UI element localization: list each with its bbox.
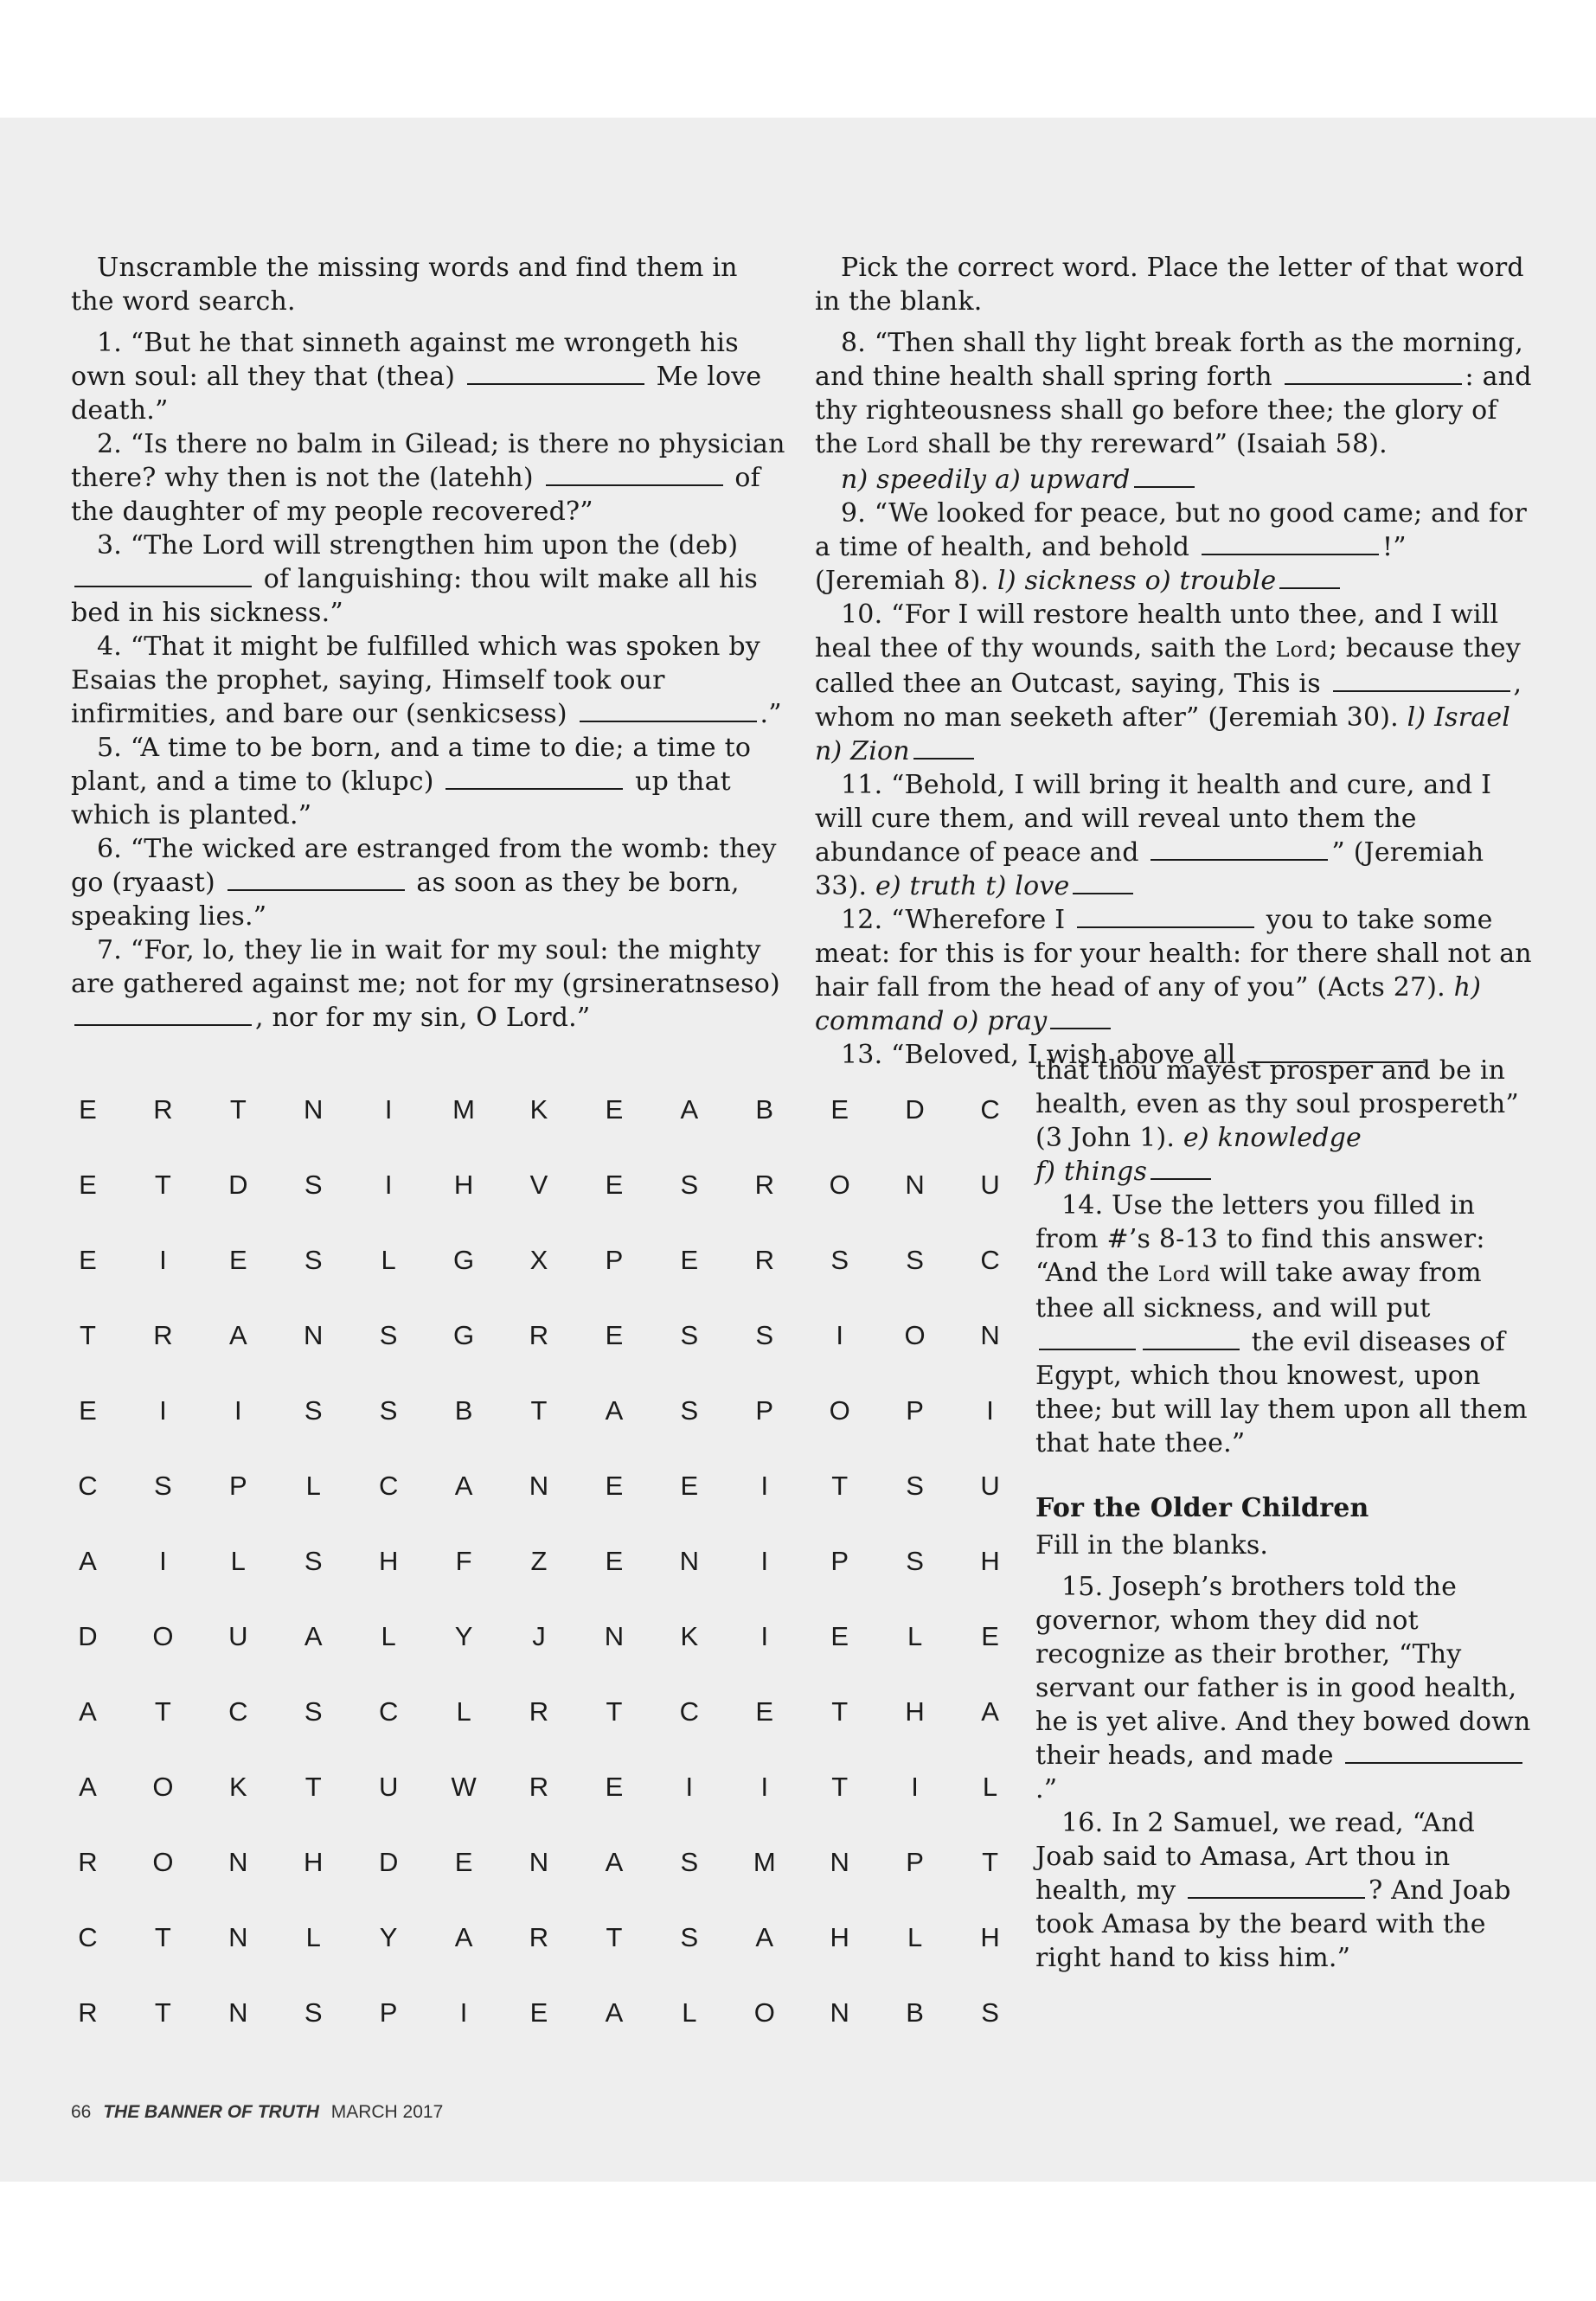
question-16: 16. In 2 Samuel, we read, “And Joab said to Amasa, Art thou in health, my ? And Joab took Amasa by the beard with the right hand to kiss him.” <box>1035 1808 1511 1973</box>
grid-letter[interactable]: N <box>529 1471 549 1502</box>
grid-letter[interactable]: N <box>980 1320 1000 1351</box>
grid-letter[interactable]: R <box>754 1170 774 1201</box>
grid-letter[interactable]: T <box>154 1695 171 1727</box>
grid-letter[interactable]: S <box>680 1170 699 1201</box>
grid-letter[interactable]: R <box>153 1094 173 1125</box>
question-5: 5. “A time to be born, and a time to die; a time to plant, and a time to (klupc) up that which is planted.” <box>71 733 752 830</box>
question-8: 8. “Then shall thy light break forth as the morning, and thine health shall spring forth : and thy righteousness shall go before thee; the glory of the Lord shall be thy rereward” (Isaiah 58). <box>815 328 1532 459</box>
grid-letter[interactable]: T <box>154 1921 171 1952</box>
grid-letter[interactable]: M <box>452 1094 475 1125</box>
grid-letter[interactable]: N <box>228 1921 248 1952</box>
grid-letter[interactable]: D <box>378 1846 399 1877</box>
grid-letter[interactable]: K <box>680 1620 699 1651</box>
question-15: 15. Joseph’s brothers told the governor, whom they did not recognize as their brother, “Thy servant our father is in good health, he is yet alive. And they bowed down their heads, and made .” <box>1035 1572 1531 1804</box>
answer-blank-3[interactable] <box>74 563 252 587</box>
grid-letter[interactable]: P <box>906 1395 924 1426</box>
grid-letter[interactable]: I <box>760 1545 769 1576</box>
grid-letter[interactable]: E <box>605 1320 624 1351</box>
grid-letter[interactable]: E <box>79 1094 97 1125</box>
answer-blank-12[interactable] <box>1077 904 1254 928</box>
grid-letter[interactable]: O <box>829 1395 850 1426</box>
page-number: 66 <box>71 2102 92 2122</box>
grid-letter[interactable]: P <box>755 1395 774 1426</box>
question-2: 2. “Is there no balm in Gilead; is there no physician there? why then is not the (latehh) of the daughter of my people recovered?” <box>71 429 785 527</box>
grid-letter[interactable]: T <box>831 1471 849 1502</box>
grid-letter[interactable]: I <box>760 1620 769 1651</box>
grid-letter[interactable]: H <box>980 1545 1000 1576</box>
grid-letter[interactable]: S <box>680 1395 699 1426</box>
grid-letter[interactable]: J <box>532 1620 546 1651</box>
left-instructions: Unscramble the missing words and find them in the word search. <box>71 253 738 317</box>
answer-blank-2[interactable] <box>546 462 723 486</box>
grid-letter[interactable]: A <box>79 1695 97 1727</box>
grid-letter[interactable]: A <box>79 1545 97 1576</box>
grid-letter[interactable]: P <box>379 1997 398 2028</box>
grid-letter[interactable]: E <box>529 1997 548 2028</box>
question-9: 9. “We looked for peace, but no good came; and for a time of health, and behold !” (Jeremiah 8). l) sickness o) trouble <box>815 498 1528 596</box>
grid-letter[interactable]: Y <box>379 1921 398 1952</box>
grid-letter[interactable]: I <box>986 1395 994 1426</box>
grid-letter[interactable]: E <box>830 1620 849 1651</box>
grid-letter[interactable]: R <box>153 1320 173 1351</box>
grid-letter[interactable]: A <box>605 1395 624 1426</box>
question-11: 11. “Behold, I will bring it health and cure, and I will cure them, and will reveal unto them the abundance of peace and ” (Jeremiah 33). e) truth t) love <box>815 770 1492 901</box>
magazine-title: THE BANNER OF TRUTH <box>103 2102 319 2122</box>
grid-letter[interactable]: T <box>154 1170 171 1201</box>
grid-letter[interactable]: T <box>831 1771 849 1802</box>
grid-letter[interactable]: S <box>680 1320 699 1351</box>
letter-blank-10[interactable] <box>913 735 974 760</box>
grid-letter[interactable]: O <box>753 1997 775 2028</box>
grid-letter[interactable]: L <box>682 1997 697 2028</box>
issue-date: MARCH 2017 <box>330 2102 444 2122</box>
grid-letter[interactable]: S <box>304 1545 323 1576</box>
letter-blank-11[interactable] <box>1073 870 1133 894</box>
grid-letter[interactable]: E <box>228 1245 247 1276</box>
grid-letter[interactable]: N <box>905 1170 925 1201</box>
grid-letter[interactable]: N <box>228 1846 248 1877</box>
answer-blank-16[interactable] <box>1188 1875 1365 1899</box>
grid-letter[interactable]: E <box>605 1545 624 1576</box>
grid-letter[interactable]: Z <box>530 1545 548 1576</box>
grid-letter[interactable]: B <box>755 1094 774 1125</box>
grid-letter[interactable]: L <box>305 1921 321 1952</box>
grid-letter[interactable]: P <box>228 1471 247 1502</box>
grid-letter[interactable]: S <box>379 1320 398 1351</box>
grid-letter[interactable]: N <box>830 1846 849 1877</box>
question-6: 6. “The wicked are estranged from the womb: they go (ryaast) as soon as they be born, speaking lies.” <box>71 834 777 932</box>
grid-letter[interactable]: I <box>760 1771 769 1802</box>
right-instructions: Pick the correct word. Place the letter of that word in the blank. <box>815 253 1524 317</box>
grid-letter[interactable]: H <box>830 1921 849 1952</box>
grid-letter[interactable]: S <box>906 1245 924 1276</box>
grid-letter[interactable]: Y <box>454 1620 473 1651</box>
answer-blank-5[interactable] <box>445 766 623 790</box>
grid-letter[interactable]: I <box>685 1771 694 1802</box>
question-13-rest: that thou mayest prosper and be in health, even as thy soul prospereth” (3 John 1). e) knowledge f) things <box>1035 1055 1519 1187</box>
answer-blank-11[interactable] <box>1151 836 1328 861</box>
grid-letter[interactable]: R <box>754 1245 774 1276</box>
grid-letter[interactable]: H <box>453 1170 474 1201</box>
grid-letter[interactable]: R <box>78 1846 98 1877</box>
grid-letter[interactable]: H <box>980 1921 1000 1952</box>
question-1: 1. “But he that sinneth against me wrongeth his own soul: all they that (thea) Me love death.” <box>71 328 762 426</box>
grid-letter[interactable]: F <box>455 1545 472 1576</box>
grid-letter[interactable]: E <box>605 1471 624 1502</box>
grid-letter[interactable]: I <box>760 1471 769 1502</box>
grid-letter[interactable]: S <box>379 1395 398 1426</box>
left-column <box>71 251 789 1035</box>
answer-blank-15[interactable] <box>1345 1740 1522 1764</box>
grid-letter[interactable]: G <box>453 1320 475 1351</box>
question-8-options: n) speedily a) upward <box>815 463 1537 497</box>
answer-blank-4[interactable] <box>580 698 757 722</box>
question-12: 12. “Wherefore I you to take some meat: for this is for your health: for there shall not an hair fall from the head of any of you” (Acts 27). h) command o) pray <box>815 905 1532 1036</box>
grid-letter[interactable]: S <box>680 1921 699 1952</box>
grid-letter[interactable]: H <box>304 1846 324 1877</box>
grid-letter[interactable]: N <box>304 1320 324 1351</box>
grid-letter[interactable]: E <box>605 1094 624 1125</box>
grid-letter[interactable]: S <box>304 1695 323 1727</box>
grid-letter[interactable]: A <box>680 1094 699 1125</box>
grid-letter[interactable]: T <box>304 1771 322 1802</box>
grid-letter[interactable]: K <box>228 1771 247 1802</box>
grid-letter[interactable]: A <box>454 1921 473 1952</box>
grid-letter[interactable]: N <box>529 1846 549 1877</box>
grid-letter[interactable]: T <box>530 1395 548 1426</box>
grid-letter[interactable]: L <box>230 1545 246 1576</box>
grid-letter[interactable]: L <box>305 1471 321 1502</box>
grid-letter[interactable]: B <box>454 1395 473 1426</box>
grid-letter[interactable]: T <box>982 1846 998 1877</box>
grid-letter[interactable]: S <box>981 1997 999 2028</box>
grid-letter[interactable]: U <box>378 1771 399 1802</box>
grid-letter[interactable]: S <box>755 1320 774 1351</box>
grid-letter[interactable]: S <box>304 1170 323 1201</box>
grid-letter[interactable]: E <box>755 1695 774 1727</box>
answer-blank-1[interactable] <box>467 361 644 385</box>
letter-blank-9[interactable] <box>1279 565 1340 589</box>
grid-letter[interactable]: S <box>830 1245 849 1276</box>
question-7: 7. “For, lo, they lie in wait for my soul: the mighty are gathered against me; not for my (grsineratnseso) , nor for my sin, O Lord.” <box>71 935 780 1033</box>
question-10: 10. “For I will restore health unto thee, and I will heal thee of thy wounds, saith the Lord; because they called thee an Outcast, saying, This is , whom no man seeketh after” (Jeremiah 30). l) Israel n) Zion <box>815 599 1522 766</box>
grid-letter[interactable]: T <box>229 1094 247 1125</box>
grid-letter[interactable]: L <box>381 1620 396 1651</box>
grid-letter[interactable]: A <box>605 1846 624 1877</box>
grid-letter[interactable]: C <box>78 1921 98 1952</box>
grid-letter[interactable]: S <box>304 1997 323 2028</box>
grid-letter[interactable]: O <box>152 1771 174 1802</box>
grid-letter[interactable]: K <box>529 1094 548 1125</box>
grid-letter[interactable]: E <box>981 1620 999 1651</box>
grid-letter[interactable]: T <box>606 1695 623 1727</box>
grid-letter[interactable]: E <box>680 1245 699 1276</box>
answer-blank-10[interactable] <box>1333 668 1510 692</box>
page-footer <box>71 2102 443 2123</box>
grid-letter[interactable]: E <box>79 1395 97 1426</box>
letter-blank-8[interactable] <box>1134 464 1195 488</box>
grid-letter[interactable]: R <box>529 1771 549 1802</box>
older-children-instructions: Fill in the blanks. <box>1035 1530 1269 1561</box>
grid-letter[interactable]: H <box>378 1545 399 1576</box>
grid-letter[interactable]: C <box>980 1245 1000 1276</box>
grid-letter[interactable]: O <box>152 1846 174 1877</box>
grid-letter[interactable]: U <box>228 1620 248 1651</box>
answer-blank-14a[interactable] <box>1039 1326 1136 1350</box>
grid-letter[interactable]: D <box>905 1094 925 1125</box>
grid-letter[interactable]: U <box>980 1170 1000 1201</box>
grid-letter[interactable]: T <box>79 1320 96 1351</box>
grid-letter[interactable]: R <box>78 1997 98 2028</box>
grid-letter[interactable]: C <box>378 1471 399 1502</box>
grid-letter[interactable]: C <box>78 1471 98 1502</box>
grid-letter[interactable]: A <box>605 1997 624 2028</box>
grid-letter[interactable]: N <box>604 1620 625 1651</box>
grid-letter[interactable]: A <box>454 1471 473 1502</box>
grid-letter[interactable]: S <box>154 1471 172 1502</box>
grid-letter[interactable]: S <box>304 1395 323 1426</box>
grid-letter[interactable]: R <box>529 1695 549 1727</box>
grid-letter[interactable]: A <box>981 1695 999 1727</box>
grid-letter[interactable]: P <box>906 1846 924 1877</box>
question-3: 3. “The Lord will strengthen him upon the (deb) of languishing: thou wilt make all his bed in his sickness.” <box>71 530 758 628</box>
grid-letter[interactable]: R <box>529 1320 549 1351</box>
grid-letter[interactable]: E <box>454 1846 473 1877</box>
grid-letter[interactable]: I <box>384 1170 393 1201</box>
grid-letter[interactable]: E <box>79 1170 97 1201</box>
grid-letter[interactable]: O <box>904 1320 926 1351</box>
grid-letter[interactable]: N <box>679 1545 700 1576</box>
grid-letter[interactable]: I <box>159 1395 167 1426</box>
right-column <box>815 251 1537 1072</box>
grid-letter[interactable]: L <box>907 1921 923 1952</box>
grid-letter[interactable]: E <box>605 1170 624 1201</box>
grid-letter[interactable]: C <box>228 1695 248 1727</box>
grid-letter[interactable]: S <box>304 1245 323 1276</box>
grid-letter[interactable]: I <box>234 1395 242 1426</box>
grid-letter[interactable]: A <box>79 1771 97 1802</box>
grid-letter[interactable]: S <box>680 1846 699 1877</box>
letter-blank-12[interactable] <box>1050 1005 1111 1029</box>
grid-letter[interactable]: S <box>906 1471 924 1502</box>
grid-letter[interactable]: E <box>79 1245 97 1276</box>
grid-letter[interactable]: T <box>154 1997 171 2028</box>
question-14: 14. Use the letters you filled in from #’s 8-13 to find this answer: “And the Lord will take away from thee all sickness, and will put the evil diseases of Egypt, which thou knowest, upon thee; but will lay them upon all them that hate thee.” <box>1035 1190 1528 1458</box>
grid-letter[interactable]: A <box>228 1320 247 1351</box>
grid-letter[interactable]: I <box>159 1245 167 1276</box>
grid-letter[interactable]: D <box>78 1620 98 1651</box>
word-search-grid <box>50 1073 1028 2050</box>
grid-letter[interactable]: S <box>906 1545 924 1576</box>
answer-blank-8[interactable] <box>1285 361 1462 385</box>
grid-letter[interactable]: X <box>529 1245 548 1276</box>
answer-blank-7[interactable] <box>74 1002 252 1026</box>
grid-letter[interactable]: N <box>304 1094 324 1125</box>
question-4: 4. “That it might be fulfilled which was spoken by Esaias the prophet, saying, Himself took our infirmities, and bare our (senkicsess) .” <box>71 631 782 729</box>
grid-letter[interactable]: G <box>453 1245 475 1276</box>
grid-letter[interactable]: I <box>384 1094 393 1125</box>
grid-letter[interactable]: H <box>905 1695 925 1727</box>
grid-letter[interactable]: D <box>228 1170 248 1201</box>
letter-blank-13[interactable] <box>1151 1156 1211 1180</box>
answer-blank-6[interactable] <box>228 867 405 891</box>
grid-letter[interactable]: A <box>755 1921 774 1952</box>
grid-letter[interactable]: E <box>830 1094 849 1125</box>
answer-blank-9[interactable] <box>1202 531 1379 555</box>
grid-letter[interactable]: N <box>830 1997 849 2028</box>
grid-letter[interactable]: I <box>159 1545 167 1576</box>
grid-letter[interactable]: A <box>304 1620 323 1651</box>
grid-letter[interactable]: C <box>378 1695 399 1727</box>
grid-letter[interactable]: I <box>911 1771 919 1802</box>
grid-letter[interactable]: N <box>228 1997 248 2028</box>
grid-letter[interactable]: E <box>680 1471 699 1502</box>
older-children-heading: For the Older Children <box>1035 1493 1369 1523</box>
right-column-narrow <box>1035 1054 1537 1975</box>
grid-letter[interactable]: L <box>456 1695 471 1727</box>
grid-letter[interactable]: T <box>831 1695 849 1727</box>
grid-letter[interactable]: L <box>982 1771 998 1802</box>
grid-letter[interactable]: C <box>980 1094 1000 1125</box>
grid-letter[interactable]: V <box>529 1170 548 1201</box>
grid-letter[interactable]: C <box>679 1695 700 1727</box>
grid-letter[interactable]: U <box>980 1471 1000 1502</box>
grid-letter[interactable]: R <box>529 1921 549 1952</box>
answer-blank-14b[interactable] <box>1143 1326 1240 1350</box>
grid-letter[interactable]: O <box>152 1620 174 1651</box>
grid-letter[interactable]: P <box>605 1245 624 1276</box>
grid-letter[interactable]: M <box>753 1846 776 1877</box>
grid-letter[interactable]: L <box>381 1245 396 1276</box>
question-13-start: 13. “Beloved, I wish above all <box>815 1038 1537 1072</box>
grid-letter[interactable]: O <box>829 1170 850 1201</box>
grid-letter[interactable]: E <box>605 1771 624 1802</box>
grid-letter[interactable]: W <box>451 1771 477 1802</box>
grid-letter[interactable]: P <box>830 1545 849 1576</box>
grid-letter[interactable]: I <box>459 1997 468 2028</box>
grid-letter[interactable]: I <box>836 1320 843 1351</box>
grid-letter[interactable]: B <box>906 1997 924 2028</box>
grid-letter[interactable]: L <box>907 1620 923 1651</box>
grid-letter[interactable]: T <box>606 1921 623 1952</box>
